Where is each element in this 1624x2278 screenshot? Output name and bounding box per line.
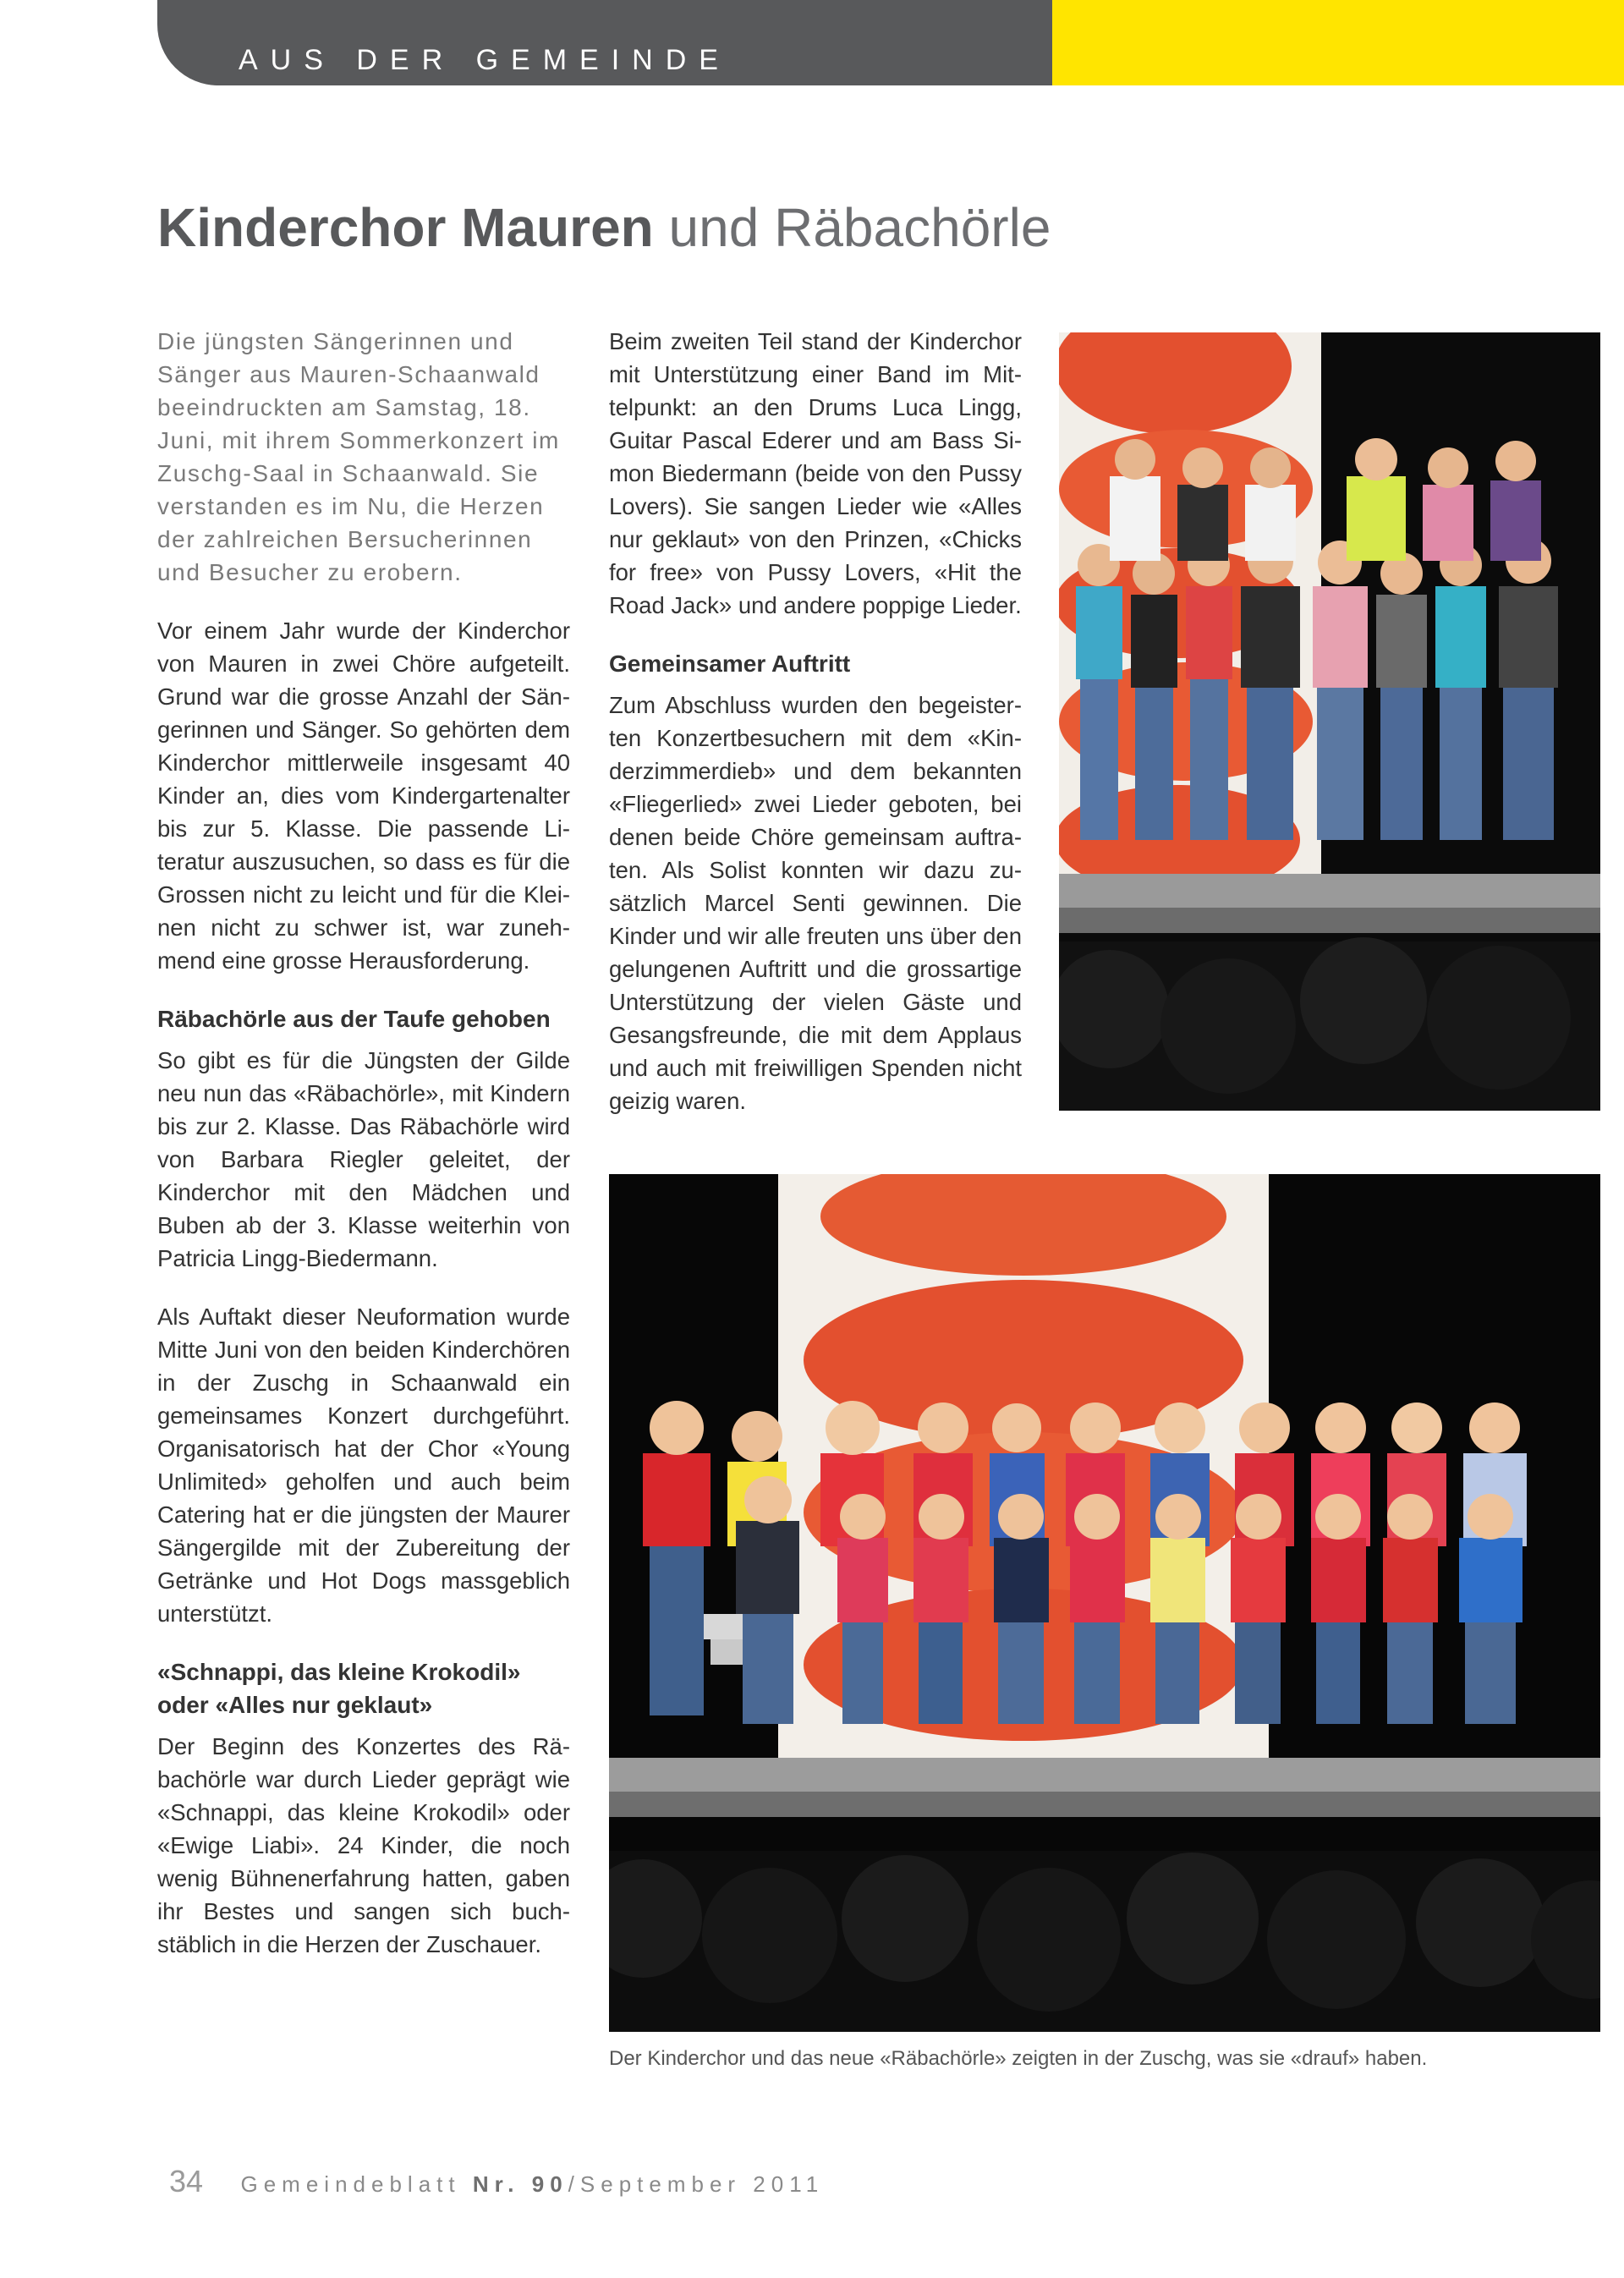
text-column-2 bbox=[609, 325, 1022, 1143]
publication-prefix: Gemeindeblatt bbox=[240, 2171, 461, 2197]
paragraph: Zum Abschluss wurden den begeisterten Konzertbesuchern mit dem «Kinderzimmerdieb» und dem bekannten «Fliegerlied» zwei Lieder geboten, bei denen beide Chöre gemeinsam auftraten. Als Solist konnten wir dazu zusätzlich Marcel Senti gewinnen. Die Kinder und wir alle freuten uns über den gelungenen Auftritt und die grossartige Unterstützung der vielen Gäste und Gesangsfreunde, die mit dem Applaus und auch mit freiwilligen Spenden nicht geizig waren. bbox=[609, 692, 1022, 1114]
choir-photo-bottom bbox=[609, 1174, 1600, 2032]
subheading: Räbachörle aus der Taufe gehoben bbox=[157, 1006, 551, 1032]
article-title bbox=[157, 196, 1051, 259]
subheading: Gemeinsamer Auftritt bbox=[609, 650, 851, 677]
title-light: und Räbachörle bbox=[668, 197, 1051, 258]
text-column-1 bbox=[157, 325, 570, 1986]
page-number: 34 bbox=[169, 2164, 204, 2198]
paragraph: Als Auftakt dieser Neuformation wurde Mitte Juni von den beiden Kinderchören in der Zuschg in Schaanwald ein gemeinsames Konzert durchgeführt. Organisatorisch hat der Chor «Young Unlimited» geholfen und auch beim Catering hat er die jüngsten der Maurer Sängergilde mit der Zubereitung der Getränke und Hot Dogs massgeblich unterstützt. bbox=[157, 1304, 570, 1627]
lead-paragraph: Die jüngsten Sängerinnen und Sänger aus Mauren-Schaanwald beeindruckten am Samstag, 18. Juni, mit ihrem Sommerkonzert im Zuschg-Saal in Schaanwald. Sie verstanden es im Nu, die Herzen der zahlreichen Bersucherinnen und Besucher zu erobern. bbox=[157, 328, 560, 585]
paragraph: Beim zweiten Teil stand der Kinderchor mit Unterstützung einer Band im Mittelpunkt: an den Drums Luca Lingg, Guitar Pascal Ederer und am Bass Simon Biedermann (beide von den Pussy Lovers). Sie sangen Lieder wie «Alles nur geklaut» von den Prinzen, «Chicks for free» von Pussy Lovers, «Hit the Road Jack» und andere poppige Lieder. bbox=[609, 328, 1022, 618]
issue-date: /September 2011 bbox=[568, 2171, 825, 2197]
paragraph: Der Beginn des Konzertes des Räbachörle war durch Lieder geprägt wie «Schnappi, das kleine Krokodil» oder «Ewige Liabi». 24 Kinder, die noch wenig Bühnenerfahrung hatten, gaben ihr Bestes und sangen sich buchstäblich in die Herzen der Zuschauer. bbox=[157, 1733, 570, 1957]
publication-name bbox=[241, 2171, 825, 2197]
section-label: AUS DER GEMEINDE bbox=[239, 44, 731, 76]
header-accent-block bbox=[1052, 0, 1624, 85]
choir-photo-top bbox=[1059, 332, 1600, 1111]
paragraph: Vor einem Jahr wurde der Kinderchor von Mauren in zwei Chöre aufgeteilt. Grund war die grosse Anzahl der Sängerinnen und Sänger. So gehörten dem Kinderchor mittlerweile insgesamt 40 Kinder an, dies vom Kindergartenalter bis zur 5. Klasse. Die passende Literatur auszusuchen, so dass es für die Grossen nicht zu leicht und für die Kleinen nicht zu schwer ist, war zunehmend eine grosse Herausforderung. bbox=[157, 618, 570, 974]
title-bold: Kinderchor Mauren bbox=[157, 197, 654, 258]
paragraph: So gibt es für die Jüngsten der Gilde neu nun das «Räbachörle», mit Kindern bis zur 2. Klasse. Das Räbachörle wird von Barbara Riegler geleitet, der Kinderchor mit den Mädchen und Buben ab der 3. Klasse weiterhin von Patricia Lingg-Biedermann. bbox=[157, 1047, 570, 1271]
issue-label: Nr. 90 bbox=[472, 2171, 568, 2197]
photo-caption: Der Kinderchor und das neue «Räbachörle» zeigten in der Zuschg, was sie «drauf» haben. bbox=[609, 2047, 1428, 2070]
page-footer bbox=[169, 2164, 824, 2199]
subheading: «Schnappi, das kleine Krokodil» oder «Alles nur geklaut» bbox=[157, 1659, 521, 1718]
